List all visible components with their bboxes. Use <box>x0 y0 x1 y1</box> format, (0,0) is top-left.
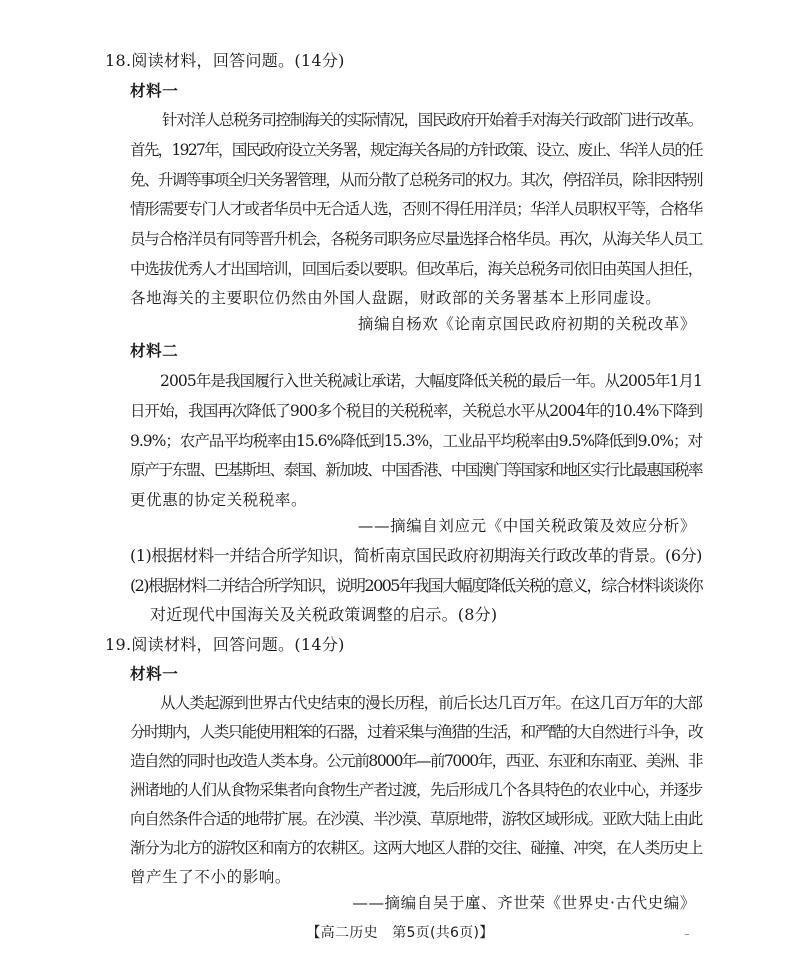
q18-m2-source: ——摘编自刘应元《中国关税政策及效应分析》 <box>357 517 696 535</box>
q19-m1-line: 曾产生了不小的影响。 <box>130 868 292 886</box>
q18-m1-source: 摘编自杨欢《论南京国民政府初期的关税改革》 <box>357 315 696 333</box>
q19-m1-source: ——摘编自吴于廑、齐世荣《世界史·古代史编》 <box>352 894 696 912</box>
q18-title: 18.阅读材料，回答问题。(14分) <box>105 51 345 70</box>
q19-m1-line: 向自然条件合适的地带扩展。在沙漠、半沙漠、草原地带，游牧区域形成。亚欧大陆上由此 <box>130 810 702 828</box>
q18-m1-line: 首先，1927年，国民政府设立关务署，规定海关各局的方针政策、设立、废止、华洋人员的任 <box>130 141 702 159</box>
q18-m1-line: 免、升调等事项全归关务署管理，从而分散了总税务司的权力。其次，停招洋员，除非因特别 <box>130 171 702 189</box>
q18-m2-line: 原产于东盟、巴基斯坦、泰国、新加坡、中国香港、中国澳门等国家和地区实行比最惠国税率 <box>130 461 702 479</box>
q19-m1-line: 分时期内，人类只能使用粗笨的石器，过着采集与渔猎的生活，和严酷的大自然进行斗争，改 <box>130 723 702 741</box>
corner-mark: ⁻ <box>684 930 690 943</box>
q19-m1-line: 渐分为北方的游牧区和南方的农耕区。这两大地区人群的交往、碰撞、冲突，在人类历史上 <box>130 839 702 857</box>
q18-subquestion-2-cont: 对近现代中国海关及关税政策调整的启示。(8分) <box>150 605 498 624</box>
q19-m1-line: 洲诸地的人们从食物采集者向食物生产者过渡，先后形成几个各具特色的农业中心，并逐步 <box>130 781 702 799</box>
q18-subquestion-1: (1)根据材料一并结合所学知识，简析南京国民政府初期海关行政改革的背景。(6分) <box>130 546 702 565</box>
q18-subquestion-2: (2)根据材料二并结合所学知识，说明2005年我国大幅度降低关税的意义，综合材料谈谈你 <box>130 576 702 595</box>
q18-m1-line: 针对洋人总税务司控制海关的实际情况，国民政府开始着手对海关行政部门进行改革。 <box>162 111 702 129</box>
q18-m1-line: 各地海关的主要职位仍然由外国人盘踞，财政部的关务署基本上形同虚设。 <box>130 289 662 307</box>
q19-m1-line: 造自然的同时也改造人类本身。公元前8000年—前7000年，西亚、东亚和东南亚、美洲、非 <box>130 752 702 770</box>
page-footer: 【高二历史 第5页(共6页)】 <box>306 925 494 941</box>
q19-title: 19.阅读材料，回答问题。(14分) <box>105 635 345 654</box>
q18-m2-line: 日开始，我国再次降低了900多个税目的关税税率，关税总水平从2004年的10.4%下降到 <box>130 402 702 420</box>
q18-m2-line: 2005年是我国履行入世关税减让承诺，大幅度降低关税的最后一年。从2005年1月1 <box>160 372 702 390</box>
q19-material1-heading: 材料一 <box>130 665 179 683</box>
q18-m1-line: 员与合格洋员有同等晋升机会，各税务司职务应尽量选择合格华员。再次，从海关华人员工 <box>130 230 702 248</box>
q19-m1-line: 从人类起源到世界古代史结束的漫长历程，前后长达几百万年。在这几百万年的大部 <box>160 694 702 712</box>
q18-material2-heading: 材料二 <box>130 342 179 360</box>
q18-m1-line: 中选拔优秀人才出国培训，回国后委以要职。但改革后，海关总税务司依旧由英国人担任， <box>130 260 702 278</box>
q18-material1-heading: 材料一 <box>130 82 179 100</box>
q18-m2-line: 9.9%；农产品平均税率由15.6%降低到15.3%，工业品平均税率由9.5%降低到9.0%；对 <box>130 432 702 450</box>
q18-m1-line: 情形需要专门人才或者华员中无合适人选，否则不得任用洋员；华洋人员职权平等，合格华 <box>130 200 702 218</box>
q18-m2-line: 更优惠的协定关税税率。 <box>130 491 308 509</box>
